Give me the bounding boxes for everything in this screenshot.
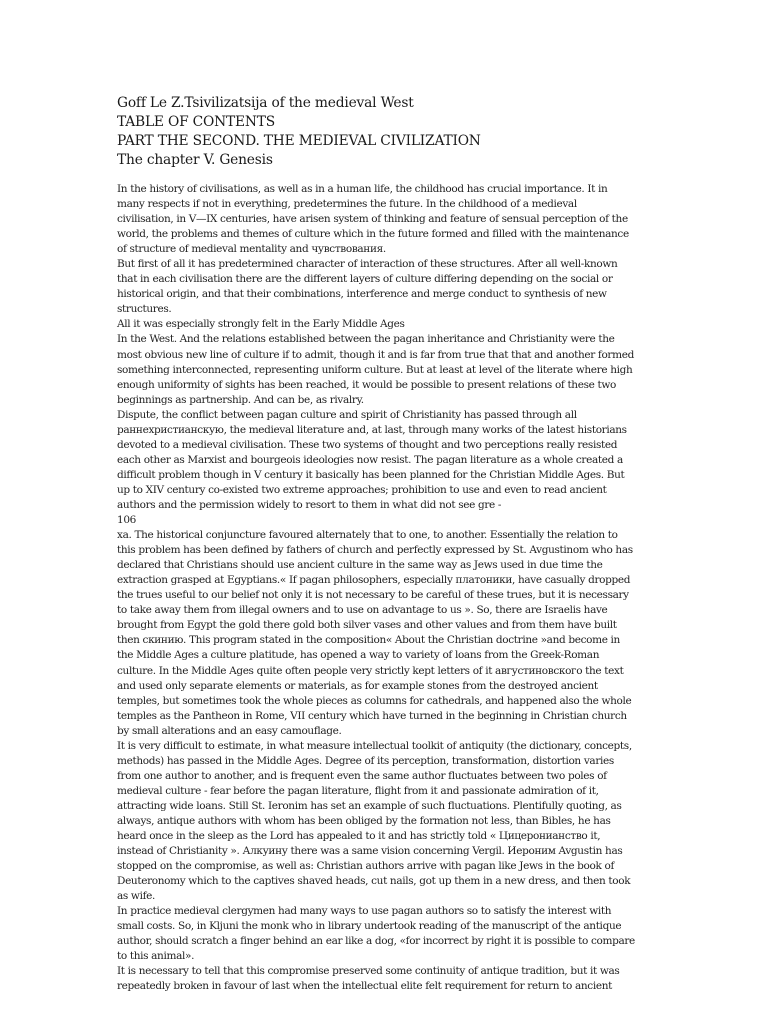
body-line: medieval culture - fear before the pagan literature, flight from it and passionate admiration of it, [117, 784, 599, 797]
body-line: extraction grasped at Egyptians.« If pagan philosophers, especially платоники, have casually dropped [117, 574, 631, 587]
body-line: beginnings as partnership. And can be, as rivalry. [117, 393, 364, 406]
body-line: the Middle Ages a culture platitude, has opened a way to variety of loans from the Greek-Roman [117, 649, 600, 662]
body-line: enough uniformity of sights has been reached, it would be possible to present relations of these two [117, 378, 616, 391]
body-line: to this animal». [117, 950, 195, 963]
body-line: temples, but sometimes took the whole pieces as columns for cathedrals, and happened also the whole [117, 694, 632, 707]
body-line: devoted to a medieval civilisation. These two systems of thought and two perceptions really resisted [117, 438, 618, 451]
body-line: each other as Marxist and bourgeois ideologies now resist. The pagan literature as a whole created a [117, 453, 623, 466]
body-line: by small alterations and an easy camouflage. [117, 724, 342, 737]
chapter-title: The chapter V. Genesis [117, 152, 273, 169]
body-line: historical origin, and that their combinations, interference and merge conduct to synthesis of new [117, 288, 607, 301]
part-title: PART THE SECOND. THE MEDIEVAL CIVILIZATION [117, 133, 481, 150]
body-line: up to XIV century co-existed two extreme approaches; prohibition to use and even to read ancient [117, 483, 607, 496]
body-line: as wife. [117, 890, 155, 903]
body-line: temples as the Pantheon in Rome, VII century which have turned in the beginning in Christian church [117, 709, 627, 722]
body-line: In practice medieval clergymen had many ways to use pagan authors so to satisfy the interest with [117, 905, 612, 918]
body-line: methods) has passed in the Middle Ages. Degree of its perception, transformation, distortion varies [117, 754, 614, 767]
body-line: heard once in the sleep as the Lord has appealed to it and has strictly told « Цицеронианство it, [117, 830, 601, 843]
body-line: author, should scratch a finger behind an ear like a dog, «for incorrect by right it is possible to compare [117, 935, 635, 948]
body-line: then скинию. This program stated in the composition« About the Christian doctrine »and become in [117, 634, 620, 647]
body-line: instead of Christianity ». Алкуину there was a same vision concerning Vergil. Иероним Avgustin has [117, 845, 623, 858]
document-heading [117, 94, 677, 170]
body-line: and used only separate elements or materials, as for example stones from the destroyed ancient [117, 679, 598, 692]
body-line: always, antique authors with whom has been obliged by the formation not less, than Bibles, he has [117, 814, 611, 827]
body-line: of structure of medieval mentality and чувствования. [117, 243, 386, 256]
body-line: But first of all it has predetermined character of interaction of these structures. After all well-known [117, 258, 618, 271]
body-line: difficult problem though in V century it basically has been planned for the Christian Middle Ages. But [117, 468, 625, 481]
body-line: In the history of civilisations, as well as in a human life, the childhood has crucial importance. It in [117, 183, 608, 195]
body-line: All it was especially strongly felt in the Early Middle Ages [117, 318, 405, 331]
body-line: from one author to another, and is frequent even the same author fluctuates between two poles of [117, 769, 607, 782]
body-line: most obvious new line of culture if to admit, though it and is far from true that that and another formed [117, 348, 634, 361]
body-line: that in each civilisation there are the different layers of culture differing depending on the social or [117, 273, 613, 286]
body-line: In the West. And the relations established between the pagan inheritance and Christianity were the [117, 333, 615, 346]
table-of-contents-heading: TABLE OF CONTENTS [117, 114, 275, 131]
body-line: ха. The historical conjuncture favoured alternately that to one, to another. Essentially the relation to [117, 529, 618, 542]
body-text [117, 182, 657, 995]
body-line: civilisation, in V—IX centuries, have arisen system of thinking and feature of sensual perception of the [117, 213, 628, 226]
body-line: many respects if not in everything, predetermines the future. In the childhood of a medieval [117, 198, 577, 211]
body-line: stopped on the compromise, as well as: Christian authors arrive with pagan like Jews in the book of [117, 860, 615, 873]
body-line: 106 [117, 514, 136, 527]
body-line: something interconnected, representing uniform culture. But at least at level of the literate where high [117, 363, 633, 376]
body-line: this problem has been defined by fathers of church and perfectly expressed by St. Avgustinom who has [117, 544, 633, 557]
body-line: Deuteronomy which to the captives shaved heads, cut nails, got up them in a new dress, and then took [117, 875, 631, 888]
body-line: the trues useful to our belief not only it is not necessary to be careful of these trues, but it is necessary [117, 589, 629, 602]
body-line: It is very difficult to estimate, in what measure intellectual toolkit of antiquity (the dictionary, concepts, [117, 739, 632, 752]
body-line: to take away them from illegal owners and to use on advantage to us ». So, there are Israelis have [117, 604, 608, 617]
body-line: Dispute, the conflict between pagan culture and spirit of Christianity has passed through all [117, 408, 577, 421]
body-line: authors and the permission widely to resort to them in what did not see gre - [117, 498, 502, 511]
body-line: brought from Egypt the gold there gold both silver vases and other values and from them have built [117, 619, 617, 632]
body-line: attracting wide loans. Still St. Ieronim has set an example of such fluctuations. Plentifully quoting, as [117, 799, 622, 812]
body-line: culture. In the Middle Ages quite often people very strictly kept letters of it августиновского the text [117, 664, 624, 677]
body-line: small costs. So, in Kljuni the monk who in library undertook reading of the manuscript of the antique [117, 920, 622, 933]
body-line: раннехристианскую, the medieval literature and, at last, through many works of the latest historians [117, 423, 627, 436]
body-line: declared that Christians should use ancient culture in the same way as Jews used in due time the [117, 559, 603, 572]
body-line: It is necessary to tell that this compromise preserved some continuity of antique tradition, but it was [117, 965, 620, 978]
body-line: world, the problems and themes of culture which in the future formed and filled with the maintenance [117, 228, 629, 241]
body-line: structures. [117, 303, 172, 316]
book-title: Goff Le Z.Tsivilizatsija of the medieval West [117, 95, 414, 111]
body-line: repeatedly broken in favour of last when the intellectual elite felt requirement for return to ancient [117, 980, 612, 993]
